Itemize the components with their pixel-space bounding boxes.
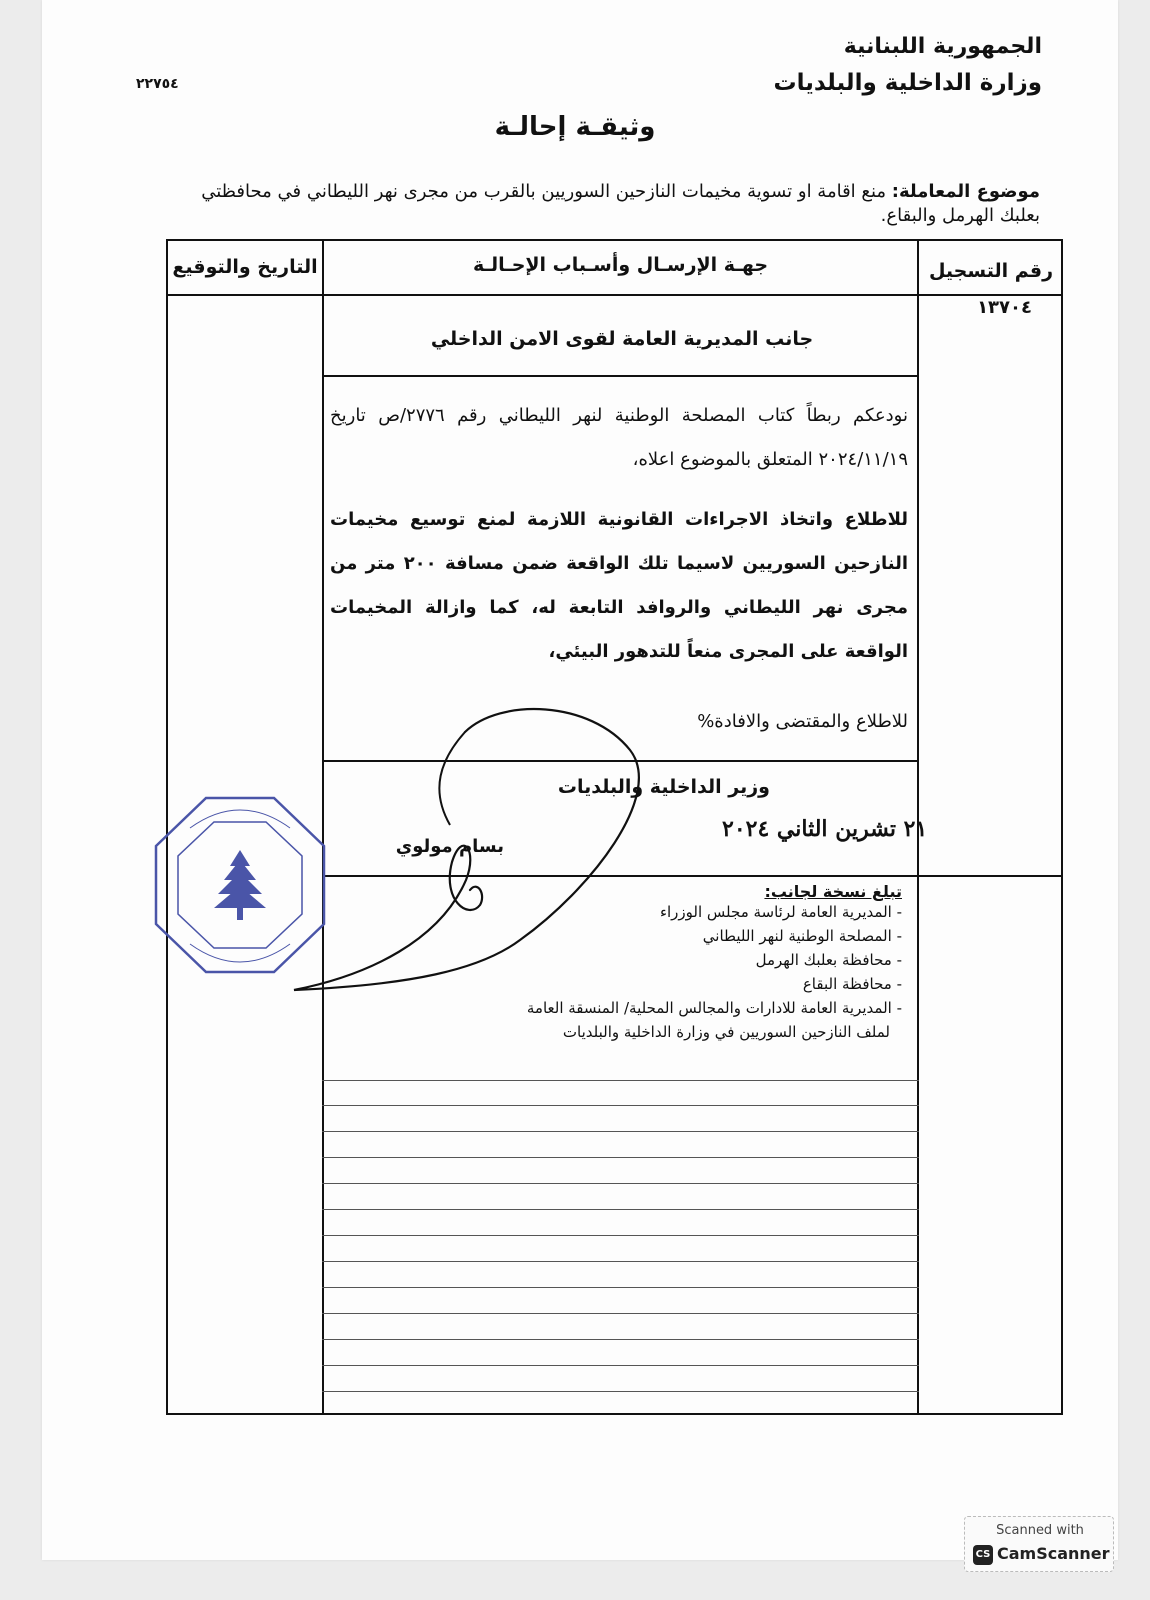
column-header-sender: جهـة الإرسـال وأسـباب الإحـالـة — [472, 254, 769, 276]
handwritten-date: ٢١ تشرين الثاني ٢٠٢٤ — [722, 816, 928, 842]
stamp-text-arc-bottom — [190, 944, 290, 962]
copy-recipient: - محافظة بعلبك الهرمل — [342, 948, 902, 972]
scanner-caption: Scanned with — [996, 1523, 1084, 1538]
column-header-registration: رقم التسجيل — [928, 260, 1054, 282]
minister-title: وزير الداخلية والبلديات — [557, 776, 770, 798]
blank-line — [322, 1131, 919, 1132]
stamp-text-arc-top — [190, 810, 290, 828]
scanner-brand: CamScanner — [997, 1544, 1110, 1563]
copy-recipient: - المديرية العامة لرئاسة مجلس الوزراء — [342, 900, 902, 924]
scanner-watermark — [964, 1516, 1114, 1572]
copy-recipient: - محافظة البقاع — [342, 972, 902, 996]
blank-line — [322, 1261, 919, 1262]
camscanner-logo-icon: CS — [973, 1545, 993, 1565]
blank-line — [322, 1209, 919, 1210]
ministry-heading: وزارة الداخلية والبلديات — [773, 70, 1042, 96]
subject-line — [160, 180, 1040, 228]
blank-line — [322, 1235, 919, 1236]
addressee: جانب المديرية العامة لقوى الامن الداخلي — [430, 328, 814, 350]
blank-line — [322, 1313, 919, 1314]
minister-name: بسام مولوي — [395, 836, 504, 857]
minister-signature — [290, 690, 670, 1010]
blank-line — [322, 1183, 919, 1184]
document-title: وثيقـة إحالـة — [494, 112, 656, 142]
subject-label: موضوع المعاملة: — [891, 181, 1040, 202]
copy-recipient: - المصلحة الوطنية لنهر الليطاني — [342, 924, 902, 948]
column-header-date: التاريخ والتوقيع — [172, 256, 318, 278]
cedar-icon — [214, 850, 266, 920]
blank-line — [322, 1080, 919, 1081]
republic-heading: الجمهورية اللبنانية — [843, 34, 1042, 59]
table-header-line — [166, 294, 1063, 296]
blank-line — [322, 1339, 919, 1340]
copy-recipient: - المديرية العامة للادارات والمجالس المحلية/ المنسقة العامة — [342, 996, 902, 1020]
addressee-underline — [322, 375, 919, 377]
blank-line — [322, 1365, 919, 1366]
document-number: ٢٢٧٥٤ — [136, 76, 179, 92]
body-paragraph-3: للاطلاع والمقتضى والافادة% — [697, 711, 908, 732]
registration-number: ١٣٧٠٤ — [977, 297, 1032, 318]
blank-line — [322, 1105, 919, 1106]
body-paragraph-1: نودعكم ربطاً كتاب المصلحة الوطنية لنهر الليطاني رقم ٢٧٧٦/ص تاريخ ٢٠٢٤/١١/١٩ المتعلق بالموضوع اعلاه، — [330, 405, 908, 470]
copies-title: تبلغ نسخة لجانب: — [764, 882, 902, 901]
subject-text: منع اقامة او تسوية مخيمات النازحين السوريين بالقرب من مجرى نهر الليطاني في محافظتي بعلبك الهرمل والبقاع. — [201, 181, 1040, 226]
blank-line — [322, 1157, 919, 1158]
body-paragraph-2: للاطلاع واتخاذ الاجراءات القانونية اللازمة لمنع توسيع مخيمات النازحين السوريين لاسيما تلك الواقعة ضمن مسافة ٢٠٠ متر من مجرى نهر الليطاني والروافد التابعة له، كما وازالة المخيمات الواقعة على المجرى منعاً للتدهور البيئي، — [330, 509, 908, 662]
blank-line — [322, 1287, 919, 1288]
blank-line — [322, 1391, 919, 1392]
copy-recipient-continuation: لملف النازحين السوريين في وزارة الداخلية والبلديات — [562, 1023, 890, 1041]
